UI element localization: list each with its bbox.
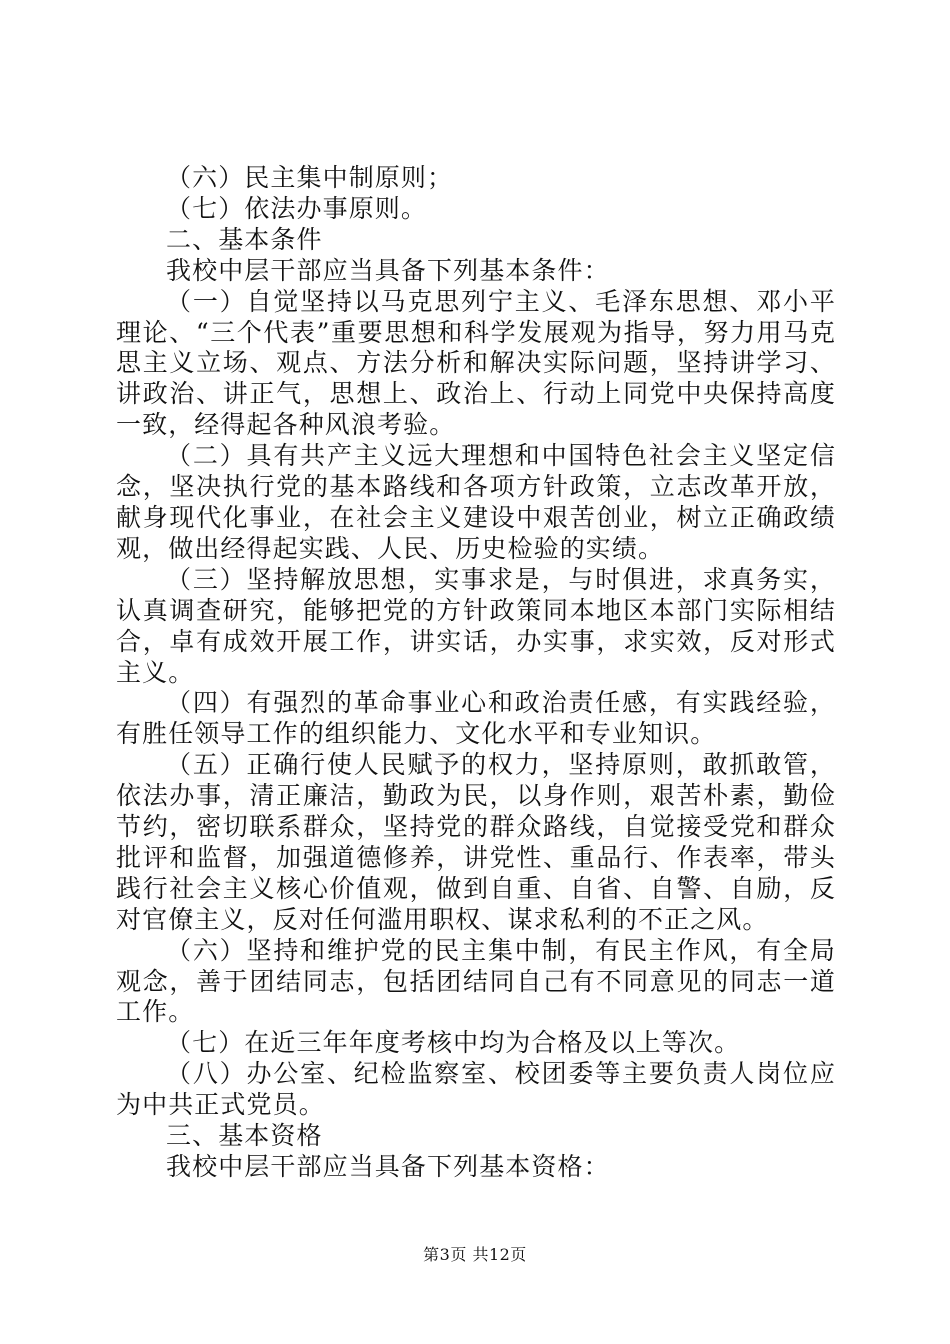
page-number-footer: 第3页 共12页 — [423, 1245, 527, 1264]
paragraph-condition-1: （一）自觉坚持以马克思列宁主义、毛泽东思想、邓小平理论、“三个代表”重要思想和科学发展观为指导，努力用马克思主义立场、观点、方法分析和解决实际问题，坚持讲学习、讲政治、讲正气，思想上、政治上、行动上同党中央保持高度一致，经得起各种风浪考验。 — [116, 286, 836, 440]
paragraph-principle-7: （七）依法办事原则。 — [166, 193, 428, 223]
paragraph-condition-2: （二）具有共产主义远大理想和中国特色社会主义坚定信念，坚决执行党的基本路线和各项方针政策，立志改革开放，献身现代化事业，在社会主义建设中艰苦创业，树立正确政绩观，做出经得起实践、人民、历史检验的实绩。 — [116, 441, 836, 563]
paragraph-qualifications-intro: 我校中层干部应当具备下列基本资格： — [166, 1152, 610, 1181]
document-body — [116, 163, 836, 1183]
paragraph-condition-4: （四）有强烈的革命事业心和政治责任感，有实践经验，有胜任领导工作的组织能力、文化水平和专业知识。 — [116, 688, 836, 749]
section-heading-basic-conditions: 二、基本条件 — [166, 224, 323, 254]
paragraph-conditions-intro: 我校中层干部应当具备下列基本条件： — [166, 255, 610, 285]
paragraph-condition-5: （五）正确行使人民赋予的权力，坚持原则，敢抓敢管，依法办事，清正廉洁，勤政为民，以身作则，艰苦朴素，勤俭节约，密切联系群众，坚持党的群众路线，自觉接受党和群众批评和监督，加强道德修养，讲党性、重品行、作表率，带头践行社会主义核心价值观，做到自重、自省、自警、自励，反对官僚主义，反对任何滥用职权、谋求私利的不正之风。 — [116, 750, 836, 934]
paragraph-condition-6: （六）坚持和维护党的民主集中制，有民主作风，有全局观念，善于团结同志，包括团结同自己有不同意见的同志一道工作。 — [116, 935, 836, 1027]
paragraph-principle-6: （六）民主集中制原则； — [166, 163, 454, 192]
paragraph-condition-3: （三）坚持解放思想，实事求是，与时俱进，求真务实，认真调查研究，能够把党的方针政策同本地区本部门实际相结合，卓有成效开展工作，讲实话，办实事，求实效，反对形式主义。 — [116, 564, 836, 687]
section-heading-basic-qualifications: 三、基本资格 — [166, 1121, 323, 1151]
paragraph-condition-8: （八）办公室、纪检监察室、校团委等主要负责人岗位应为中共正式党员。 — [116, 1059, 836, 1120]
paragraph-condition-7: （七）在近三年年度考核中均为合格及以上等次。 — [166, 1028, 741, 1058]
